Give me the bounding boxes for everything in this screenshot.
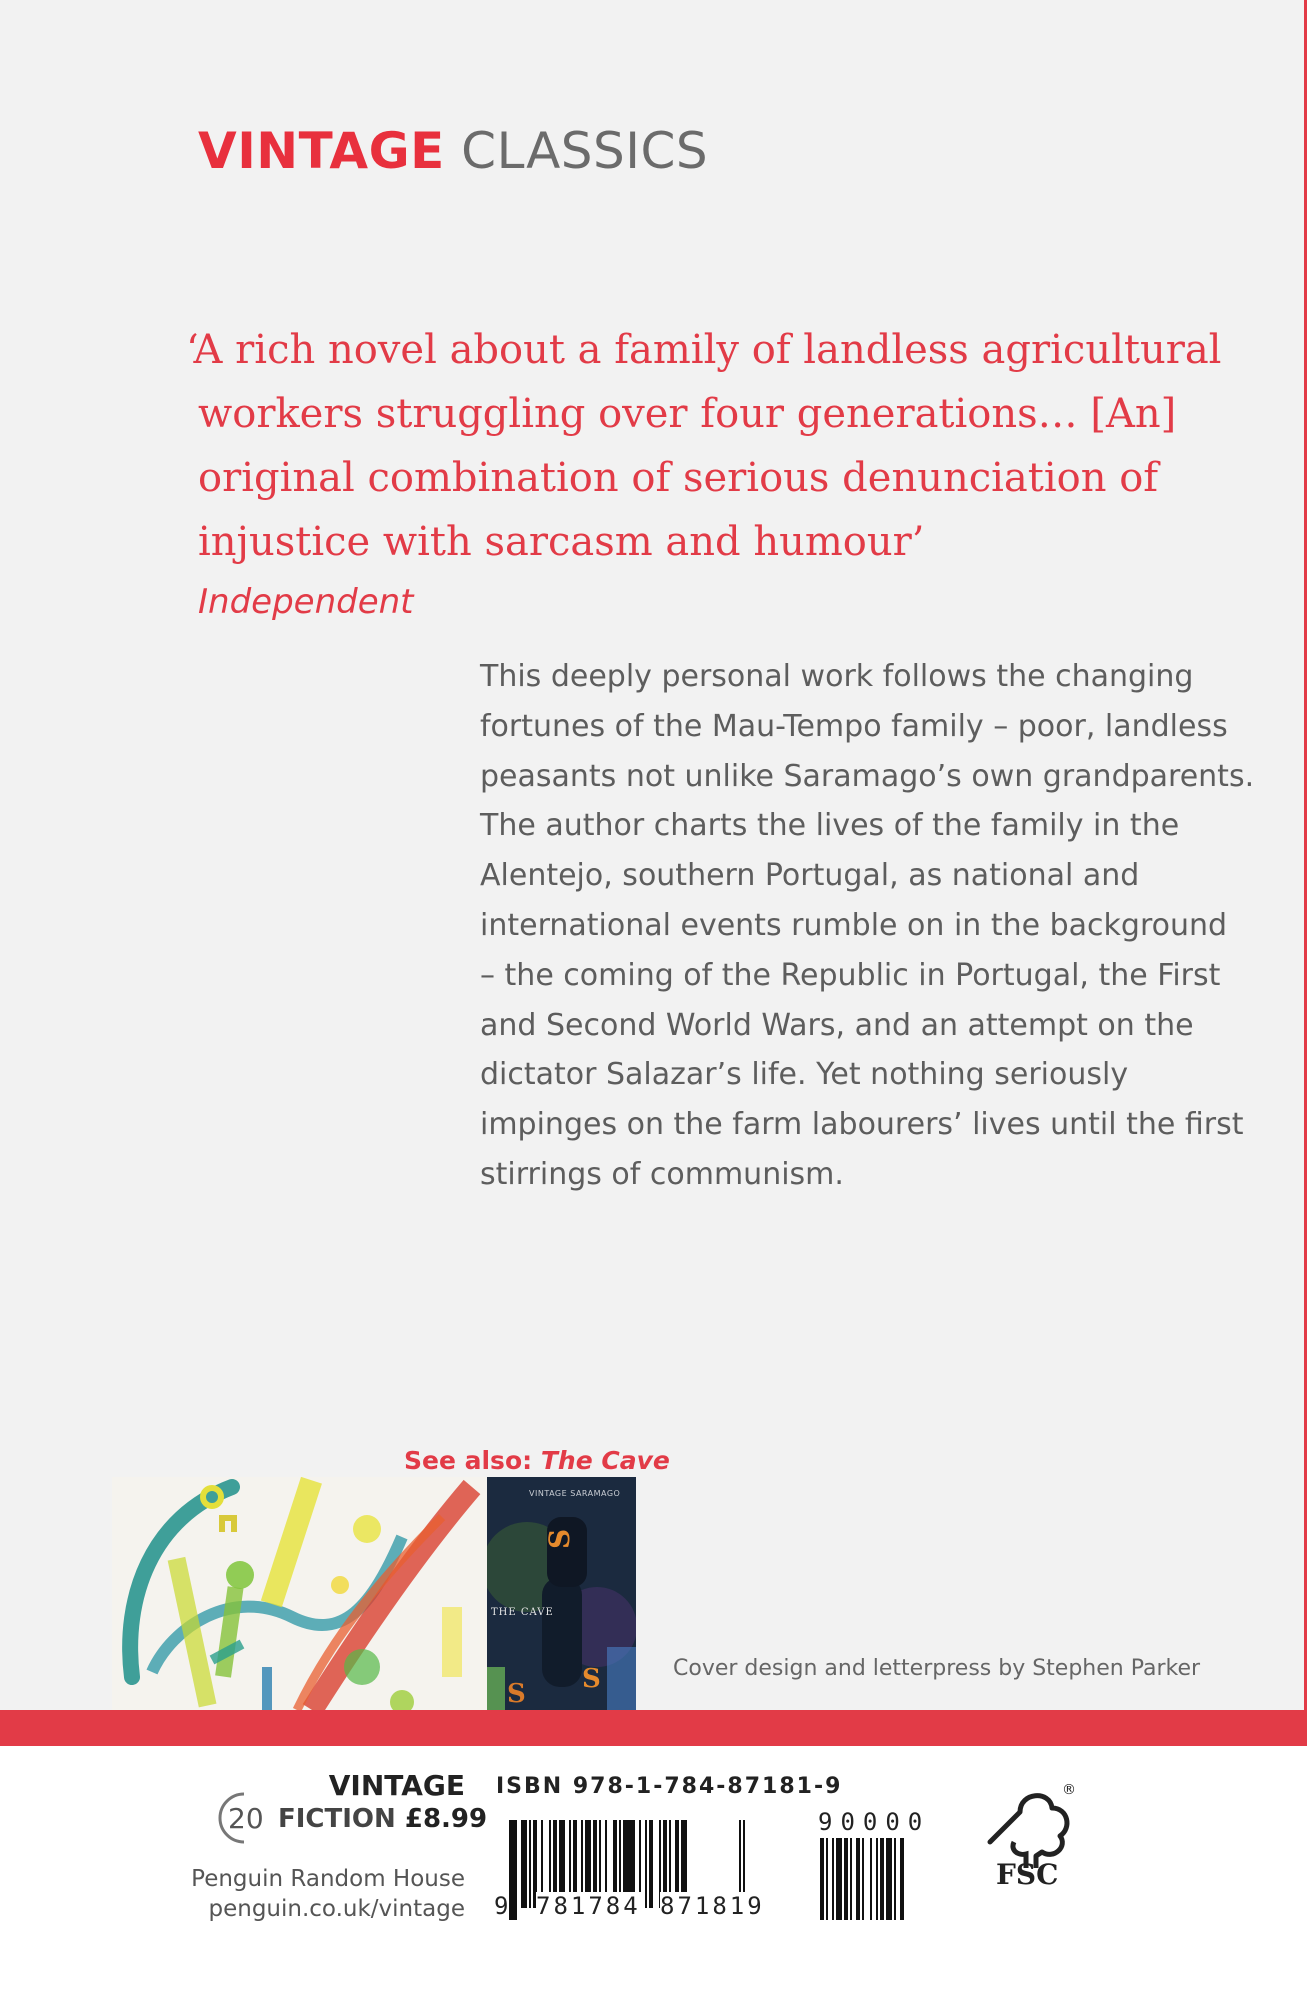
svg-text:S: S — [507, 1679, 526, 1709]
blurb-line: fortunes of the Mau-Tempo family – poor, landless — [480, 708, 1228, 744]
barcode-addon-bar — [832, 1838, 834, 1920]
blurb-line: impinges on the farm labourers’ lives until the first — [480, 1107, 1244, 1143]
letterpress-artwork — [112, 1477, 487, 1710]
barcode-right-digits: 871819 — [660, 1892, 765, 1920]
publisher-block — [150, 1864, 465, 1924]
red-band — [0, 1710, 1307, 1746]
barcode-addon-bar — [894, 1838, 896, 1920]
blurb-line: stirrings of communism. — [480, 1156, 844, 1192]
barcode-bar — [645, 1820, 647, 1908]
quote-line: ‘A rich novel about a family of landless agricultural — [186, 327, 1222, 373]
quote-line: original combination of serious denunciation of — [198, 455, 1159, 501]
svg-text:S: S — [543, 1528, 576, 1549]
barcode-addon-bar — [820, 1838, 824, 1920]
category-price — [278, 1804, 487, 1834]
blurb-line: Alentejo, southern Portugal, as national and — [480, 858, 1140, 894]
barcode-addon-bar — [826, 1838, 828, 1920]
barcode-addon-bar — [856, 1838, 860, 1920]
fsc-label: FSC — [996, 1858, 1059, 1891]
quote-source: Independent — [198, 582, 414, 622]
barcode-bar — [521, 1820, 527, 1908]
brand-classics: CLASSICS — [461, 122, 709, 180]
barcode-guard-bar — [513, 1820, 515, 1920]
mini-cover-series: VINTAGE SARAMAGO — [529, 1489, 621, 1498]
barcode-bar — [515, 1820, 517, 1920]
barcode-addon-bar — [850, 1838, 852, 1920]
blurb-line: The author charts the lives of the family in the — [480, 808, 1180, 844]
imprint-name: VINTAGE — [328, 1769, 465, 1802]
barcode-bar — [649, 1820, 653, 1908]
barcode-left-digits: 781784 — [536, 1892, 641, 1920]
barcode-addon-digits: 90000 — [818, 1808, 931, 1836]
barcode-bar — [529, 1820, 531, 1908]
see-also — [404, 1446, 670, 1475]
review-quote — [186, 318, 1222, 574]
blurb-line: peasants not unlike Saramago’s own grandparents. — [480, 758, 1255, 794]
barcode-addon-bar — [876, 1838, 878, 1920]
publisher-name: Penguin Random House — [191, 1866, 465, 1892]
mini-cover-title: THE CAVE — [491, 1607, 554, 1618]
barcode-addon-bar — [862, 1838, 864, 1920]
see-also-label: See also: — [404, 1446, 533, 1475]
blurb-line: – the coming of the Republic in Portugal, the First — [480, 957, 1221, 993]
barcode-addon-bar — [886, 1838, 892, 1920]
brand-vintage: VINTAGE — [198, 122, 445, 180]
mini-cover-the-cave[interactable] — [487, 1477, 636, 1710]
see-also-title: The Cave — [540, 1446, 670, 1475]
svg-text:S: S — [582, 1664, 601, 1694]
barcode-guard-bar — [509, 1820, 511, 1920]
mini-cover-art — [487, 1477, 636, 1710]
publisher-url: penguin.co.uk/vintage — [208, 1896, 465, 1922]
series-brand — [198, 122, 708, 180]
barcode-addon-bar — [900, 1838, 904, 1920]
blurb-line: dictator Salazar’s life. Yet nothing seriously — [480, 1057, 1129, 1093]
barcode-addon-bar — [880, 1838, 884, 1920]
quote-line: workers struggling over four generations… [An] — [198, 391, 1177, 437]
quote-line: injustice with sarcasm and humour’ — [198, 519, 925, 565]
barcode-addon-bar — [844, 1838, 848, 1920]
blurb-line: This deeply personal work follows the changing — [480, 659, 1194, 694]
isbn-number: ISBN 978-1-784-87181-9 — [496, 1774, 843, 1799]
category-label: FICTION — [278, 1804, 396, 1834]
barcode-addon-bar — [870, 1838, 872, 1920]
blurb-line: international events rumble on in the background — [480, 907, 1228, 943]
cover-credit: Cover design and letterpress by Stephen Parker — [673, 1656, 1201, 1681]
book-blurb — [480, 652, 1255, 1200]
barcode-lead-digit: 9 — [494, 1892, 509, 1920]
blurb-line: and Second World Wars, and an attempt on the — [480, 1007, 1194, 1043]
price: £8.99 — [404, 1804, 488, 1834]
anniversary-number: 20 — [228, 1802, 264, 1835]
fsc-registered-mark: ® — [1062, 1782, 1076, 1798]
barcode-addon-bar — [836, 1838, 842, 1920]
